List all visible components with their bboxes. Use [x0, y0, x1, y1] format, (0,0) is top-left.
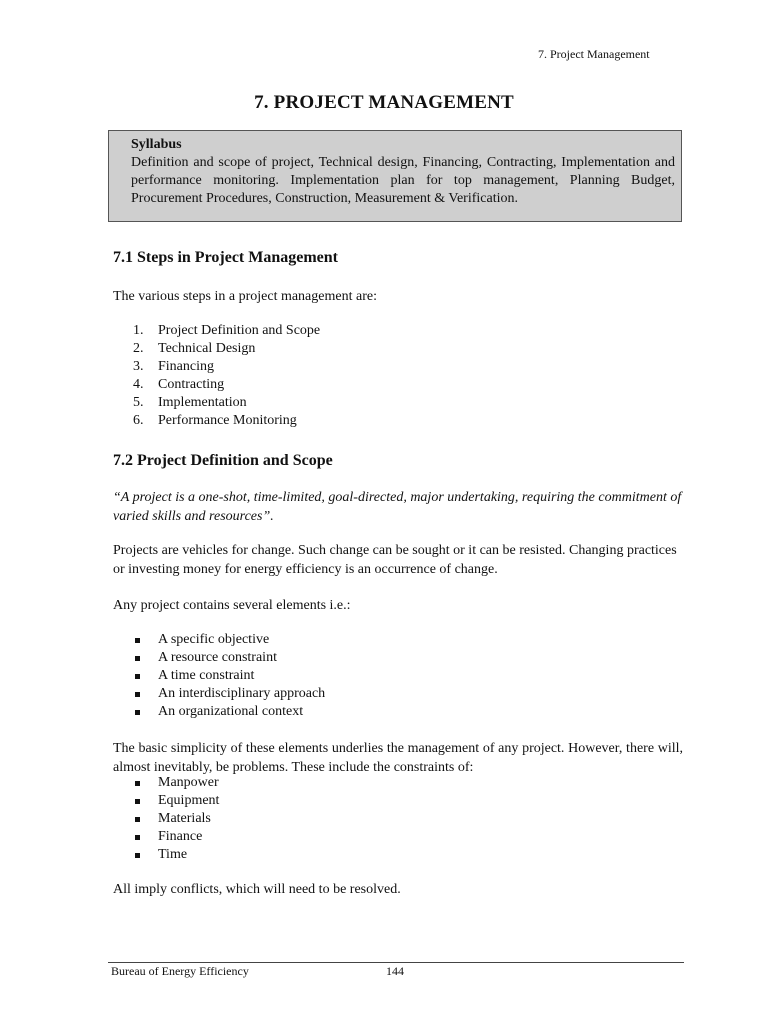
list-item-label: Performance Monitoring — [158, 413, 297, 428]
list-item — [113, 631, 683, 649]
page-number: 144 — [386, 964, 404, 978]
list-number: 3. — [133, 359, 144, 374]
list-number: 1. — [133, 323, 144, 338]
list-item — [113, 358, 683, 376]
list-item — [113, 322, 683, 340]
list-item-label: A specific objective — [158, 632, 270, 647]
list-item — [113, 394, 683, 412]
list-item — [113, 774, 683, 792]
syllabus-box — [108, 130, 682, 222]
bullet-square-icon — [135, 799, 140, 804]
list-item-label: A resource constraint — [158, 650, 277, 665]
steps-intro: The various steps in a project management are: — [113, 289, 377, 304]
list-item-label: Equipment — [158, 793, 220, 808]
list-item-label: An interdisciplinary approach — [158, 686, 326, 701]
list-item — [113, 649, 683, 667]
list-number: 4. — [133, 377, 144, 392]
list-item-label: Implementation — [158, 395, 247, 410]
bullet-square-icon — [135, 817, 140, 822]
list-item-label: A time constraint — [158, 668, 255, 683]
bullet-square-icon — [135, 835, 140, 840]
list-number: 6. — [133, 413, 144, 428]
list-item-label: Financing — [158, 359, 214, 374]
elements-intro: Any project contains several elements i.e.: — [113, 598, 351, 613]
list-item — [113, 667, 683, 685]
closing-sentence: All imply conflicts, which will need to be resolved. — [113, 882, 401, 897]
list-item — [113, 703, 683, 721]
list-item-label: Manpower — [158, 775, 219, 790]
chapter-title: 7. PROJECT MANAGEMENT — [254, 92, 514, 113]
bullet-square-icon — [135, 656, 140, 661]
project-definition-quote: “A project is a one-shot, time-limited, goal-directed, major undertaking, requiring the commitment of varied skills and resources”. — [113, 490, 682, 524]
list-number: 5. — [133, 395, 144, 410]
bullet-square-icon — [135, 853, 140, 858]
paragraph-simplicity: The basic simplicity of these elements underlies the management of any project. However, there will, almost inevitably, be problems. These include the constraints of: — [113, 741, 683, 775]
bullet-square-icon — [135, 692, 140, 697]
list-item — [113, 792, 683, 810]
list-item — [113, 340, 683, 358]
list-item — [113, 376, 683, 394]
footer-divider — [108, 962, 684, 963]
constraints-list — [113, 774, 683, 864]
list-item-label: Finance — [158, 829, 203, 844]
list-item-label: Technical Design — [158, 341, 256, 356]
section-heading-7-2: 7.2 Project Definition and Scope — [113, 452, 333, 469]
list-item-label: Time — [158, 847, 188, 862]
list-item — [113, 828, 683, 846]
section-heading-7-1: 7.1 Steps in Project Management — [113, 249, 338, 266]
list-item-label: Materials — [158, 811, 211, 826]
list-item — [113, 685, 683, 703]
steps-list — [113, 322, 683, 430]
bullet-square-icon — [135, 781, 140, 786]
bullet-square-icon — [135, 638, 140, 643]
bullet-square-icon — [135, 710, 140, 715]
list-item-label: Contracting — [158, 377, 225, 392]
footer-organization: Bureau of Energy Efficiency — [111, 964, 249, 978]
bullet-square-icon — [135, 674, 140, 679]
elements-list — [113, 631, 683, 721]
list-item — [113, 810, 683, 828]
syllabus-heading: Syllabus — [131, 137, 182, 152]
syllabus-text: Definition and scope of project, Technical design, Financing, Contracting, Implementation and performance monitoring. Implementation plan for top management, Planning Budget, Procurement Procedures, Construction, Measurement & Verification. — [131, 155, 675, 206]
list-item-label: Project Definition and Scope — [158, 323, 321, 338]
list-item-label: An organizational context — [158, 704, 304, 719]
list-item — [113, 412, 683, 430]
list-number: 2. — [133, 341, 144, 356]
list-item — [113, 846, 683, 864]
running-header: 7. Project Management — [538, 47, 650, 61]
paragraph-change: Projects are vehicles for change. Such change can be sought or it can be resisted. Changing practices or investing money for energy efficiency is an occurrence of change. — [113, 543, 677, 577]
